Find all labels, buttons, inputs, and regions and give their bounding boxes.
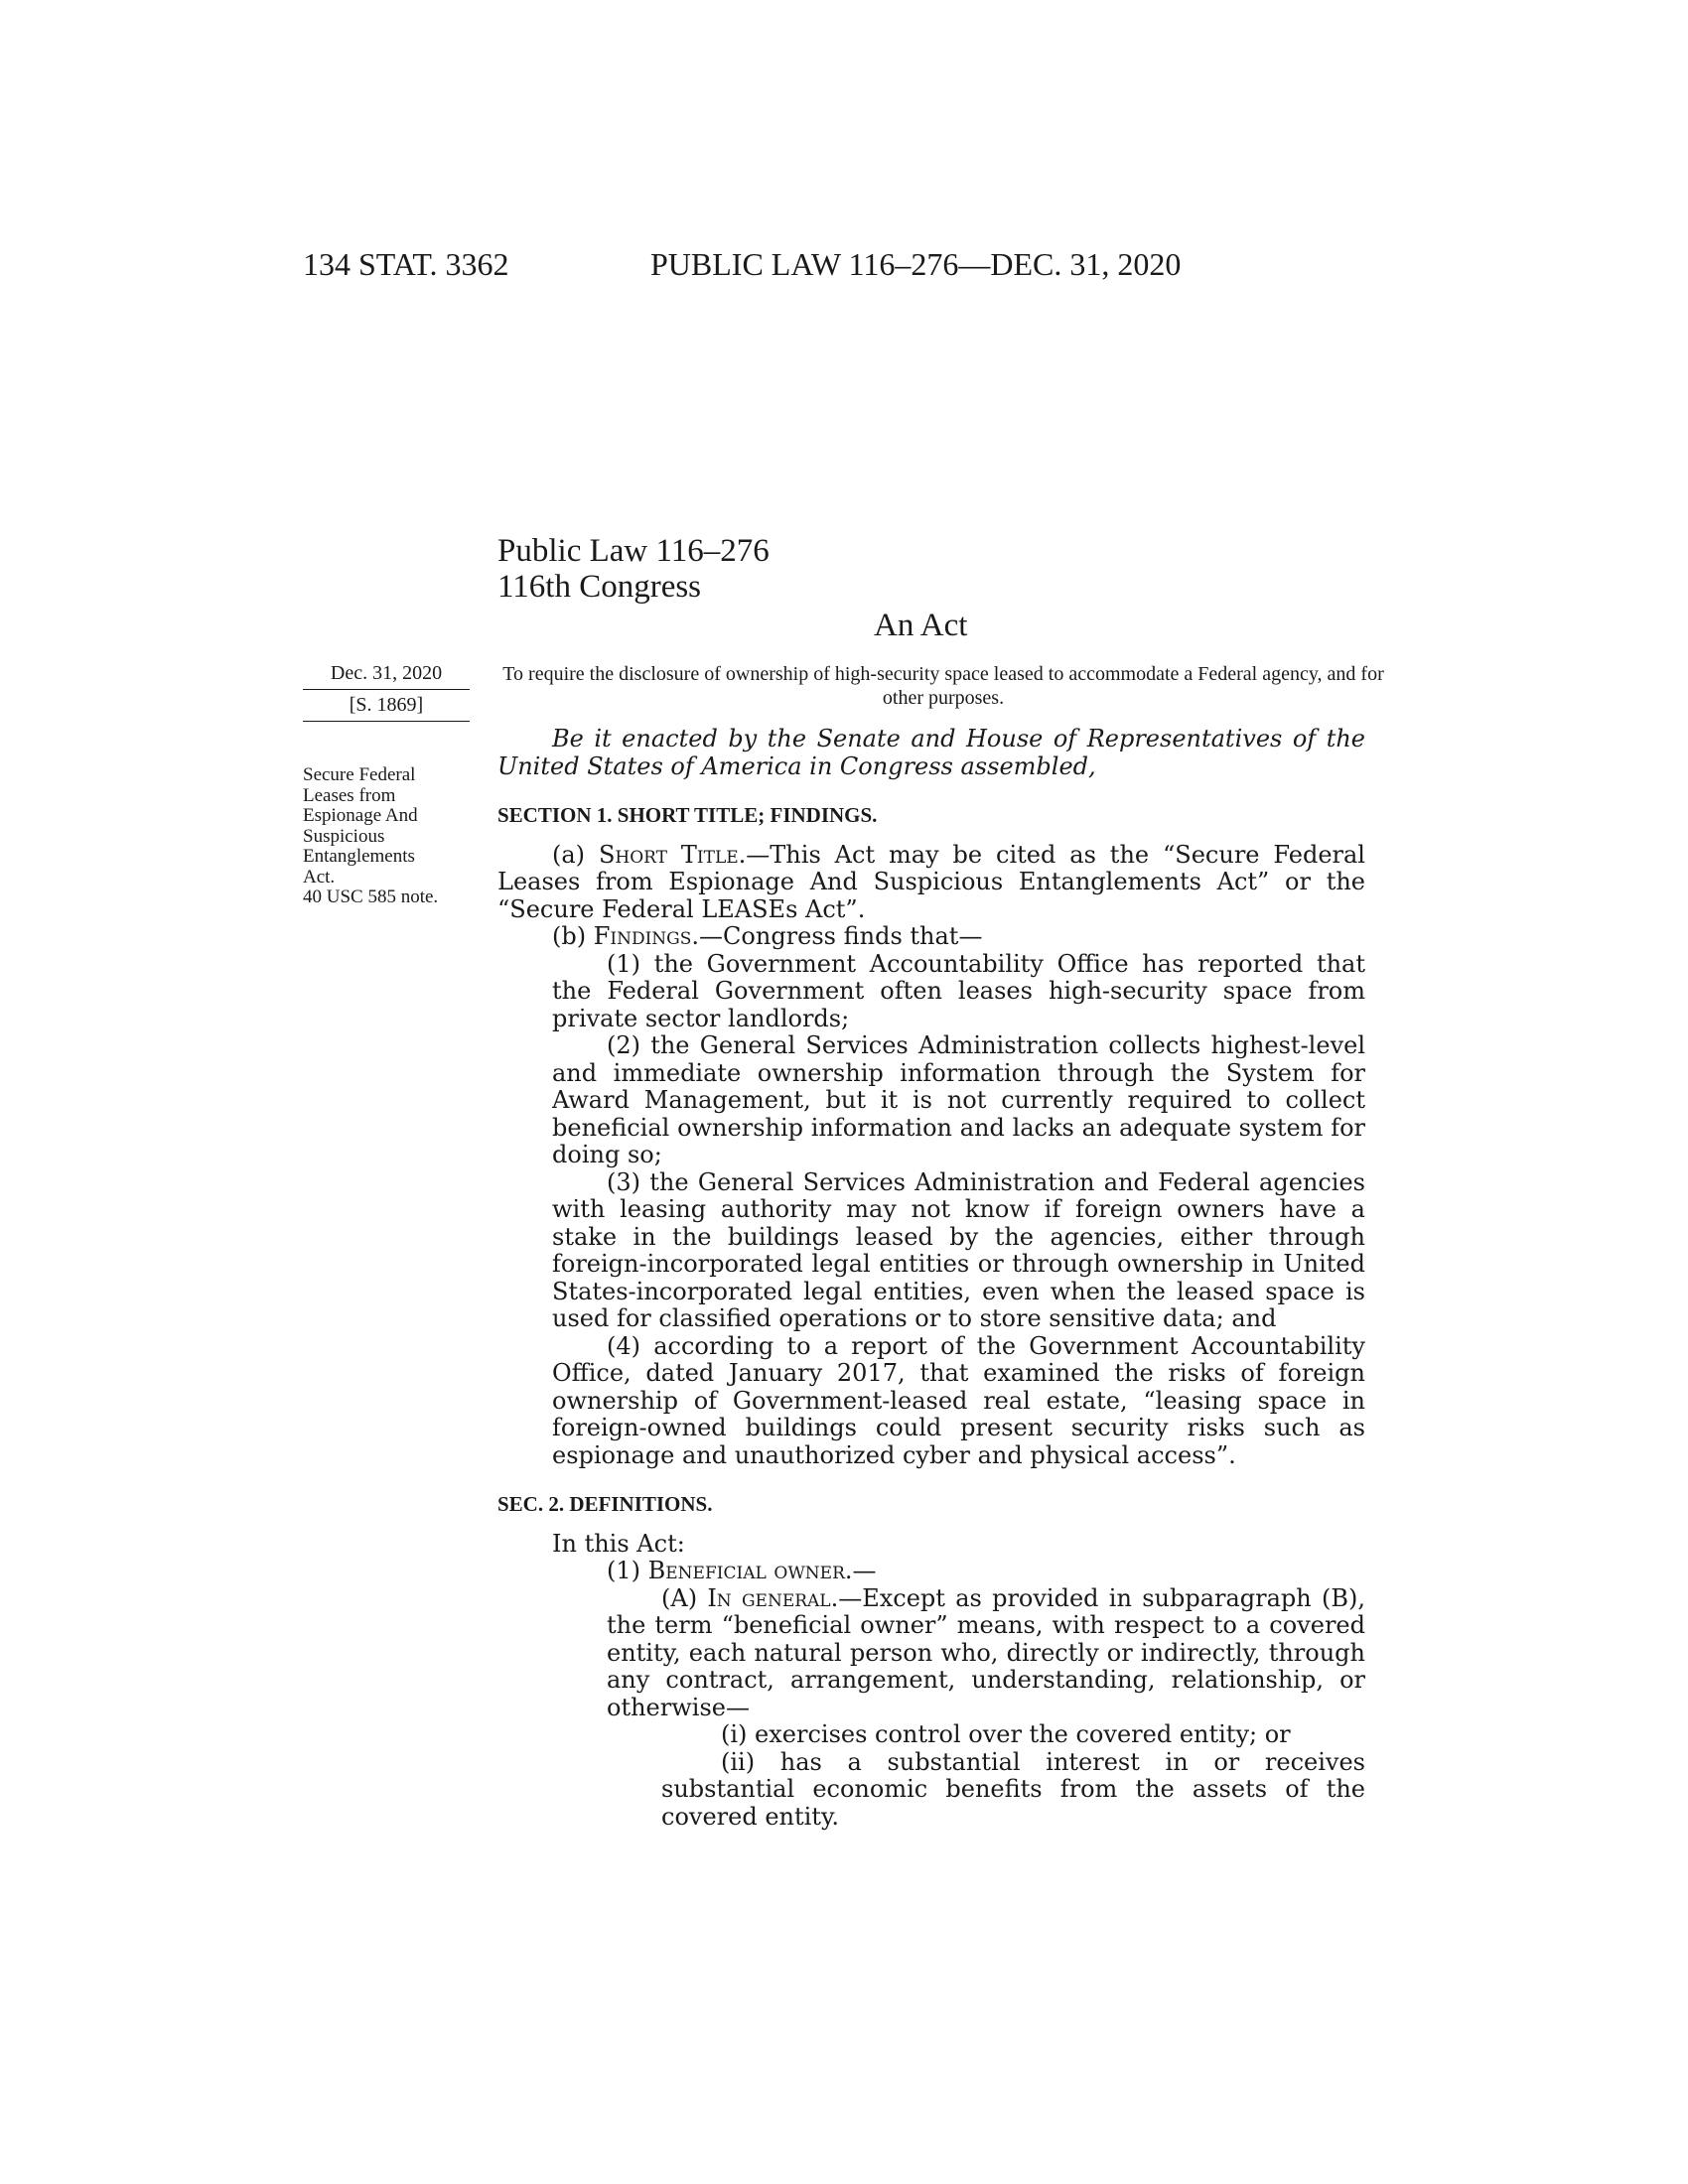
caption-short-title: Short Title — [598, 840, 739, 869]
enacting-clause: Be it enacted by the Senate and House of Representatives of the United States of America in Congress assembled, — [497, 725, 1365, 780]
margin-note — [303, 765, 467, 908]
finding-item: (4) according to a report of the Government Accountability Office, dated January 2017, that examined the risks of foreign ownership of Government-leased real estate, “leasing space in foreign-owned buildings could present security risks such as espionage and unauthorized cyber and physical access”. — [552, 1331, 1365, 1469]
finding-item: (3) the General Services Administration and Federal agencies with leasing authority may not know if foreign owners have a stake in the buildings leased by the agencies, either through foreign-incorporated legal entities or through ownership in United States-incorporated legal entities, even when the leased space is used for classified operations or to store sensitive data; and — [552, 1167, 1365, 1332]
congress-number: 116th Congress — [497, 569, 702, 605]
section-1-a: (a) Short Title.—This Act may be cited as the “Secure Federal Leases from Espionage And Suspicious Entanglements Act” or the “Secure Federal LEASEs Act”. — [497, 840, 1365, 923]
definitions-intro: In this Act: — [552, 1529, 685, 1558]
running-title: PUBLIC LAW 116–276—DEC. 31, 2020 — [650, 246, 1182, 282]
margin-short-title-line: Suspicious — [303, 825, 385, 847]
definition-beneficial-owner: (1) Beneficial owner.— — [607, 1557, 877, 1584]
clause-i: (i) exercises control over the covered entity; or — [721, 1720, 1291, 1748]
margin-short-title-line: Act. — [303, 866, 336, 887]
margin-short-title-line: Espionage And — [303, 805, 418, 826]
finding-item: (2) the General Services Administration collects highest-level and immediate ownership information through the System for Award Management, but it is not currently required to collect beneficial ownership information and lacks an adequate system for doing so; — [552, 1031, 1365, 1168]
caption-findings: Findings — [593, 922, 692, 950]
margin-date: Dec. 31, 2020 — [330, 662, 443, 684]
section-2-heading: SEC. 2. DEFINITIONS. — [497, 1492, 713, 1516]
margin-short-title-line: Entanglements — [303, 846, 415, 867]
public-law-number: Public Law 116–276 — [497, 533, 770, 569]
margin-rule — [303, 721, 470, 722]
margin-bill-number: [S. 1869] — [349, 694, 424, 716]
margin-citation: 40 USC 585 note. — [303, 887, 439, 907]
section-1-b: (b) Findings.—Congress finds that— — [552, 922, 983, 950]
act-purpose: To require the disclosure of ownership of high-security space leased to accommodate a Federal agency, and for other purposes. — [502, 663, 1384, 709]
act-body — [497, 726, 1365, 1831]
margin-rule — [303, 689, 470, 690]
margin-short-title-line: Secure Federal — [303, 764, 416, 785]
page-stat: 134 STAT. 3362 — [303, 246, 509, 282]
section-1-heading: SECTION 1. SHORT TITLE; FINDINGS. — [497, 803, 878, 827]
finding-item: (1) the Government Accountability Office has reported that the Federal Government often leases high-security space from private sector landlords; — [552, 949, 1365, 1032]
caption-in-general: In general — [707, 1583, 831, 1612]
caption-beneficial-owner: Beneficial owner — [647, 1557, 845, 1584]
definition-in-general: (A) In general.—Except as provided in subparagraph (B), the term “beneficial owner” means, with respect to a covered entity, each natural person who, directly or indirectly, through any contract, arrangement, understanding, relationship, or otherwise— — [607, 1583, 1366, 1721]
clause-ii: (ii) has a substantial interest in or receives substantial economic benefits from the assets of the covered entity. — [661, 1747, 1365, 1831]
an-act-heading: An Act — [874, 608, 968, 643]
margin-short-title-line: Leases from — [303, 784, 396, 806]
